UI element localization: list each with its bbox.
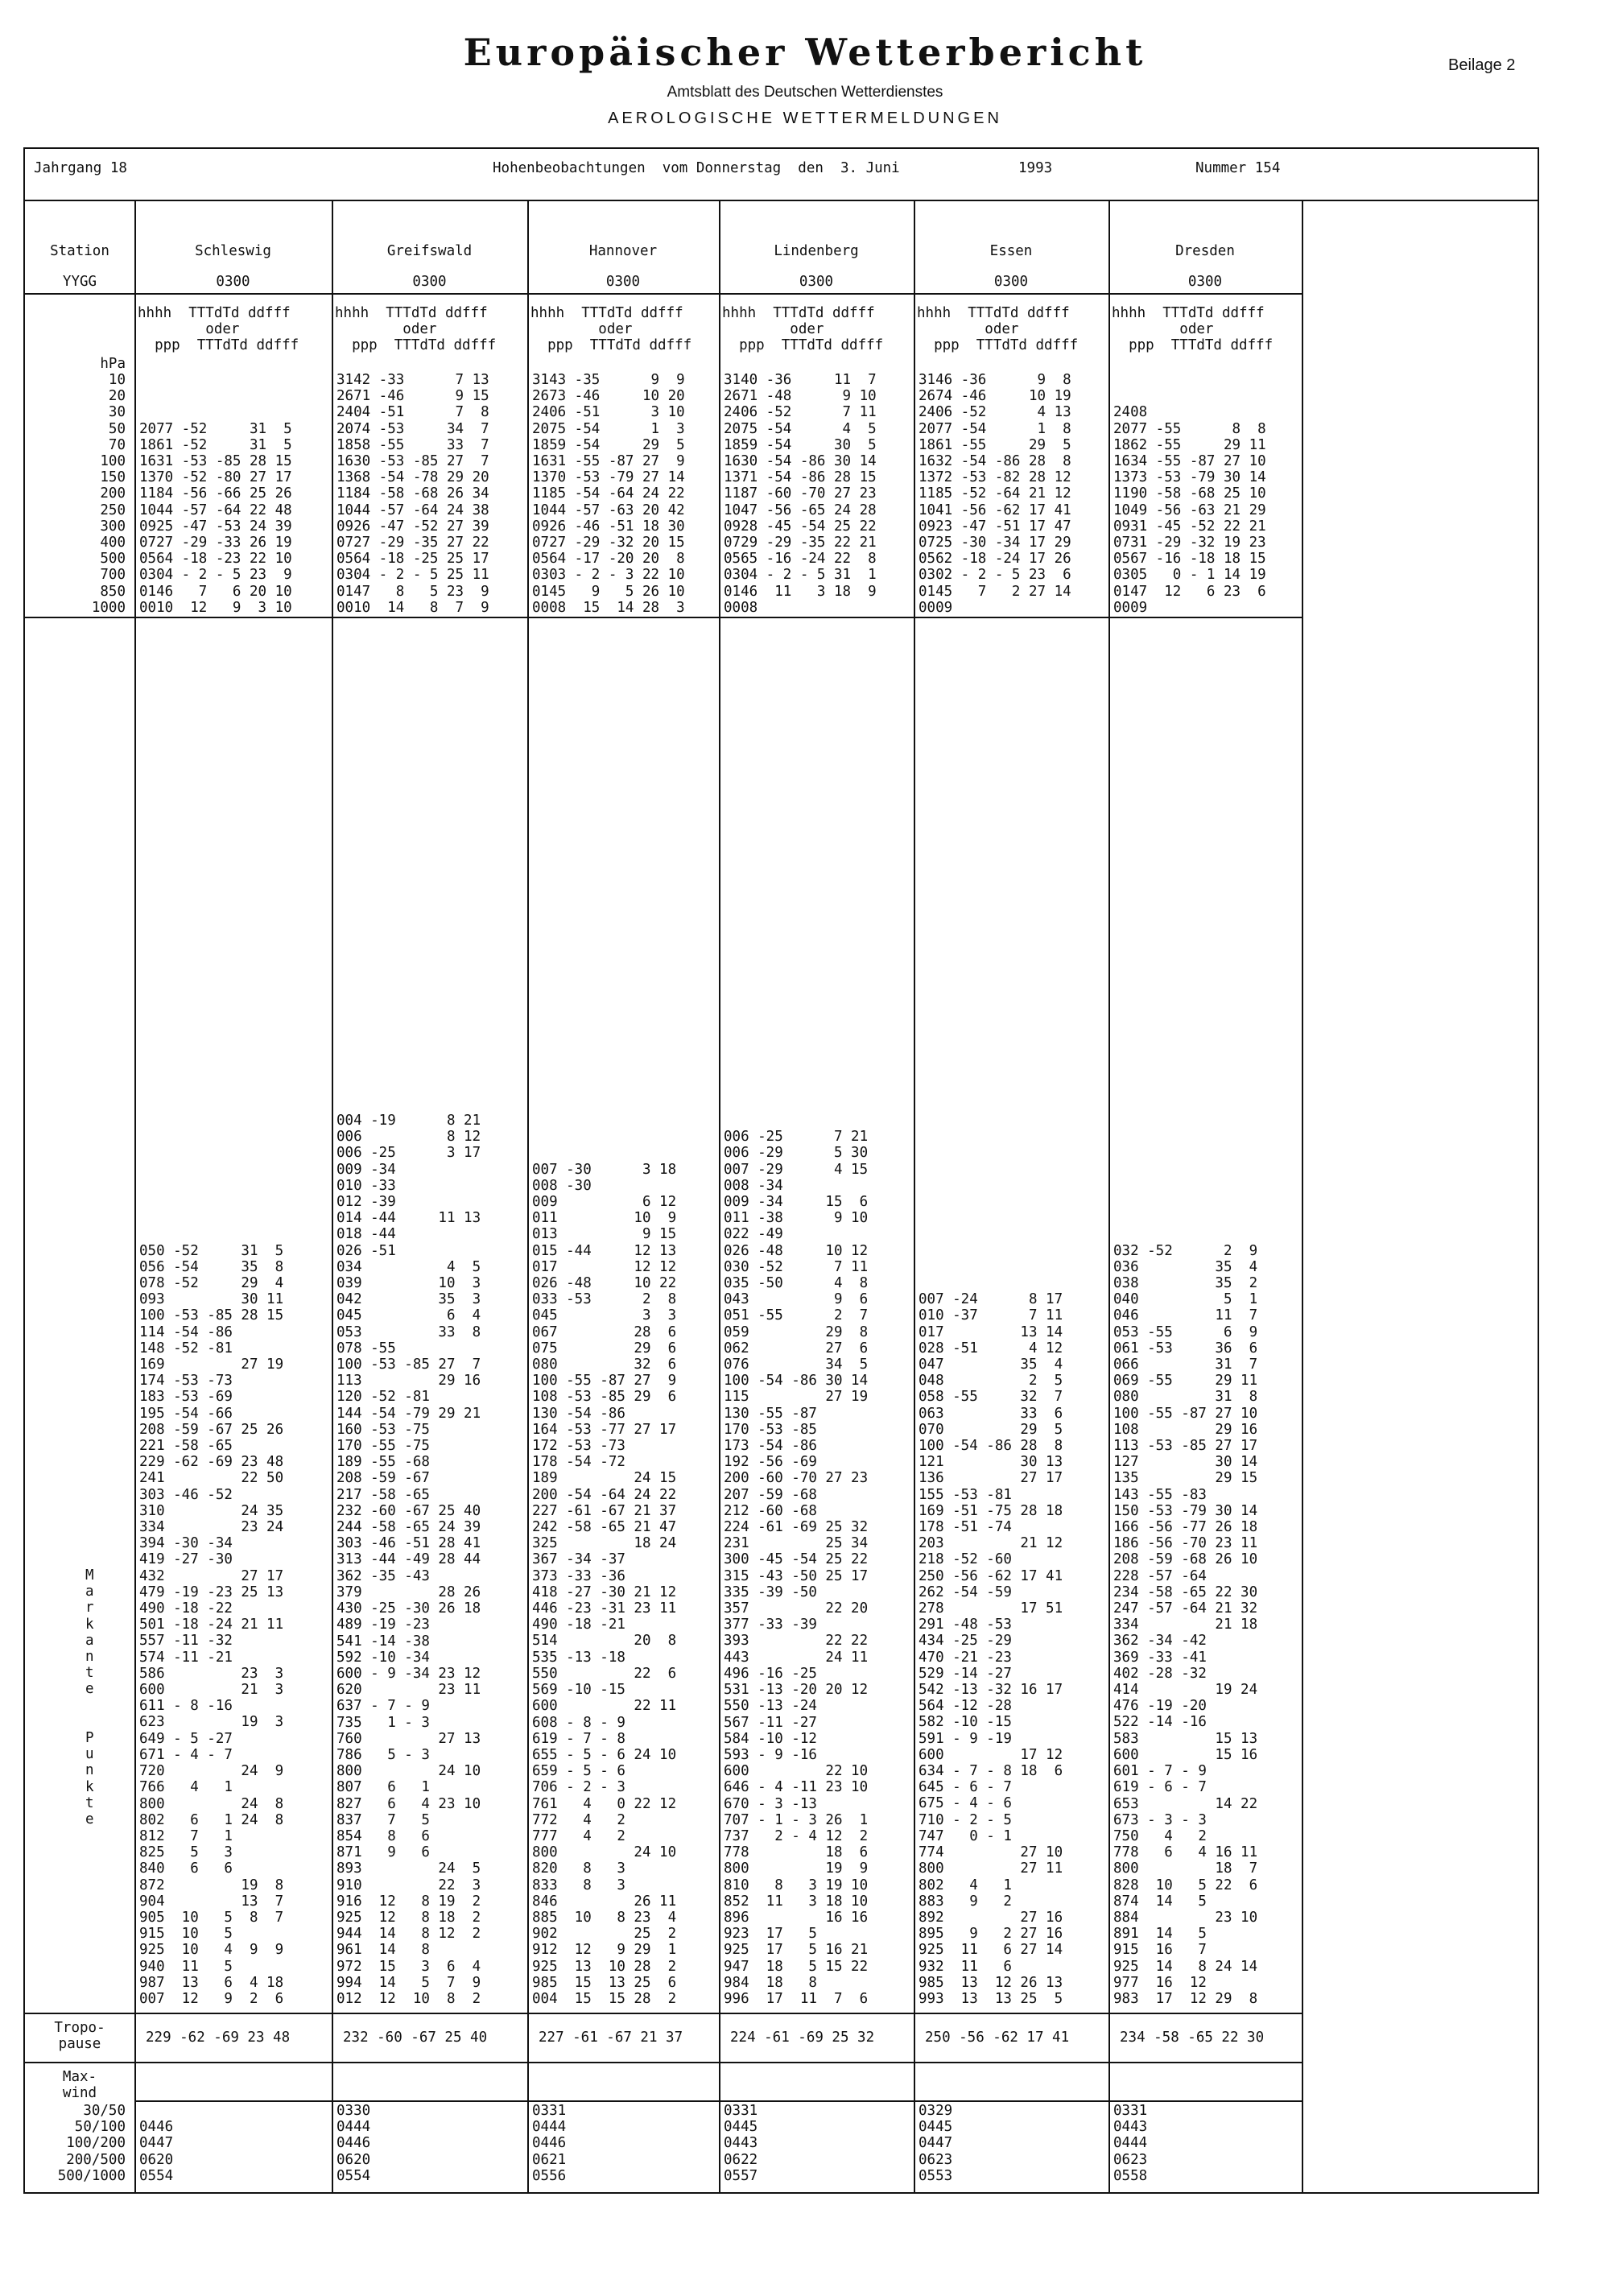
station-name: Lindenberg (774, 243, 859, 259)
col-divider-2 (332, 200, 333, 2193)
standard-level-data: 3146 -36 9 8 2674 -46 10 19 2406 -52 4 13 2077 -54 1 8 1861 -55 29 5 1632 -54 -86 28 8 1372 -53 -82 28 12 1185 -52 -64 21 12 1041 -56 -62 17 41 0923 -47 -51 17 47 0725 -30 -34 17 29 0562 -18 -24 17 26 0302 - 2 - 5 23 6 0145 7 2 27 14 0009 (919, 372, 1071, 616)
significant-points-data: 032 -52 2 9 036 35 4 038 35 2 040 5 1 046 11 7 053 -55 6 9 061 -53 36 6 066 31 7 069 -55 29 11 080 31 8 100 -55 -87 27 10 108 29 16 113 -53 -85 27 17 127 30 14 135 29 15 143 -55 -83 150 -53 -79 30 14 166 -56 -77 26 18 186 -56 -70 23 11 208 -59 -68 26 10 228 -57 -64 234 -58 -65 22 30 247 -57 -64 21 32 334 21 18 362 -34 -42 369 -33 -41 402 -28 -32 414 19 24 476 -19 -20 522 -14 -16 583 15 13 600 15 16 601 - 7 - 9 619 - 6 - 7 653 14 22 673 - 3 - 3 750 4 2 778 6 4 16 11 800 18 7 828 10 5 22 6 874 14 5 884 23 10 891 14 5 915 16 7 925 14 8 24 14 977 16 12 983 17 12 29 8 (1113, 1242, 1258, 2007)
tropopause-data: 232 -60 -67 25 40 (343, 2030, 488, 2046)
station-row-divider (23, 293, 1303, 295)
column-header-line-2: oder (530, 321, 633, 337)
column-header-line-3: ppp TTTdTd ddfff (335, 337, 497, 353)
col-divider-1 (134, 200, 136, 2193)
tropopause-divider (23, 2062, 1303, 2063)
sigpoints-divider (23, 2013, 1303, 2014)
station-time: 0300 (799, 274, 834, 290)
station-name: Essen (989, 243, 1033, 259)
beilage-label: Beilage 2 (1448, 56, 1516, 74)
station-name: Dresden (1175, 243, 1235, 259)
header-divider (23, 200, 1539, 201)
column-header-line-1: hhhh TTTdTd ddfff (530, 305, 683, 321)
jahrgang-label: Jahrgang 18 (34, 160, 127, 176)
newsletter-subtitle: Amtsblatt des Deutschen Wetterdienstes (667, 84, 943, 101)
column-header-line-3: ppp TTTdTd ddfff (1112, 337, 1274, 353)
standard-level-data: 2408 2077 -55 8 8 1862 -55 29 11 1634 -55 -87 27 10 1373 -53 -79 30 14 1190 -58 -68 25 10 1049 -56 -63 21 29 0931 -45 -52 22 21 0731 -29 -32 19 23 0567 -16 -18 18 15 0305 0 - 1 14 19 0147 12 6 23 6 0009 (1113, 404, 1266, 616)
tropopause-data: 224 -61 -69 25 32 (730, 2030, 875, 2046)
column-header-line-1: hhhh TTTdTd ddfff (138, 305, 291, 321)
standard-level-data: 3142 -33 7 13 2671 -46 9 15 2404 -51 7 8 2074 -53 34 7 1858 -55 33 7 1630 -53 -85 27 7 1368 -54 -78 29 20 1184 -58 -68 26 34 1044 -57 -64 24 38 0926 -47 -52 27 39 0727 -29 -35 27 22 0564 -18 -25 25 17 0304 - 2 - 5 25 11 0147 8 5 23 9 0010 14 8 7 9 (336, 372, 489, 616)
column-header-line-3: ppp TTTdTd ddfff (917, 337, 1079, 353)
markante-label: M a r k a n t e (85, 1567, 94, 1698)
standard-level-data: 3143 -35 9 9 2673 -46 10 20 2406 -51 3 10 2075 -54 1 3 1859 -54 29 5 1631 -55 -87 27 9 1370 -53 -79 27 14 1185 -54 -64 24 22 1044 -57 -63 20 42 0926 -46 -51 18 30 0727 -29 -32 20 15 0564 -17 -20 20 8 0303 - 2 - 3 22 10 0145 9 5 26 10 0008 15 14 28 3 (532, 372, 685, 616)
column-header-line-3: ppp TTTdTd ddfff (530, 337, 692, 353)
station-label: Station (50, 243, 109, 259)
maxwind-data: 0331 0444 0446 0621 0556 (532, 2103, 567, 2184)
column-header-line-1: hhhh TTTdTd ddfff (722, 305, 875, 321)
tropopause-data: 227 -61 -67 21 37 (539, 2030, 683, 2046)
yygg-label: YYGG (62, 274, 97, 290)
maxwind-data: 0329 0445 0447 0623 0553 (919, 2103, 953, 2184)
station-time: 0300 (1187, 274, 1223, 290)
wind-layer-labels: 30/50 50/100 100/200 200/500 500/1000 (57, 2103, 126, 2184)
year-label: 1993 (1018, 160, 1053, 176)
col-divider-4 (719, 200, 720, 2193)
section-title: AEROLOGISCHE WETTERMELDUNGEN (608, 109, 1002, 127)
standard-levels-divider (23, 617, 1303, 618)
maxwind-label: Max- wind (62, 2069, 97, 2102)
col-divider-3 (527, 200, 529, 2193)
maxwind-data: 0331 0445 0443 0622 0557 (724, 2103, 758, 2184)
col-divider-6 (1108, 200, 1110, 2193)
significant-points-data: 004 -19 8 21 006 8 12 006 -25 3 17 009 -34 010 -33 012 -39 014 -44 11 13 018 -44 026 -51 034 4 5 039 10 3 042 35 3 045 6 4 053 33 8 078 -55 100 -53 -85 27 7 113 29 16 120 -52 -81 144 -54 -79 29 21 160 -53 -75 170 -55 -75 189 -55 -68 208 -59 -67 217 -58 -65 232 -60 -67 25 40 244 -58 -65 24 39 303 -46 -51 28 41 313 -44 -49 28 44 362 -35 -43 379 28 26 430 -25 -30 26 18 489 -19 -23 541 -14 -38 592 -10 -34 600 - 9 -34 23 12 620 23 11 637 - 7 - 9 735 1 - 3 760 27 13 786 5 - 3 800 24 10 807 6 1 827 6 4 23 10 837 7 5 854 8 6 871 9 6 893 24 5 910 22 3 916 12 8 19 2 925 12 8 18 2 944 14 8 12 2 961 14 8 972 15 3 6 4 994 14 5 7 9 012 12 10 8 2 (336, 1113, 481, 2007)
col-divider-5 (914, 200, 915, 2193)
column-header-line-1: hhhh TTTdTd ddfff (917, 305, 1070, 321)
station-name: Hannover (588, 243, 658, 259)
column-header-line-3: ppp TTTdTd ddfff (722, 337, 884, 353)
significant-points-data: 007 -24 8 17 010 -37 7 11 017 13 14 028 -51 4 12 047 35 4 048 2 5 058 -55 32 7 063 33 6 070 29 5 100 -54 -86 28 8 121 30 13 136 27 17 155 -53 -81 169 -51 -75 28 18 178 -51 -74 203 21 12 218 -52 -60 250 -56 -62 17 41 262 -54 -59 278 17 51 291 -48 -53 434 -25 -29 470 -21 -23 529 -14 -27 542 -13 -32 16 17 564 -12 -28 582 -10 -15 591 - 9 -19 600 17 12 634 - 7 - 8 18 6 645 - 6 - 7 675 - 4 - 6 710 - 2 - 5 747 0 - 1 774 27 10 800 27 11 802 4 1 883 9 2 892 27 16 895 9 2 27 16 925 11 6 27 14 932 11 6 985 13 12 26 13 993 13 13 25 5 (919, 1291, 1063, 2007)
column-header-line-2: oder (917, 321, 1019, 337)
station-time: 0300 (993, 274, 1029, 290)
issue-number: Nummer 154 (1195, 160, 1281, 176)
column-header-line-1: hhhh TTTdTd ddfff (335, 305, 488, 321)
standard-level-data: 2077 -52 31 5 1861 -52 31 5 1631 -53 -85 28 15 1370 -52 -80 27 17 1184 -56 -66 25 26 1044 -57 -64 22 48 0925 -47 -53 24 39 0727 -29 -33 26 19 0564 -18 -23 22 10 0304 - 2 - 5 23 9 0146 7 6 20 10 0010 12 9 3 10 (139, 420, 292, 616)
punkte-label: P u n k t e (85, 1730, 94, 1828)
observation-date: Hohenbeobachtungen vom Donnerstag den 3. Juni (493, 160, 900, 176)
station-time: 0300 (216, 274, 250, 290)
column-header-line-1: hhhh TTTdTd ddfff (1112, 305, 1265, 321)
column-header-line-2: oder (138, 321, 240, 337)
standard-level-data: 3140 -36 11 7 2671 -48 9 10 2406 -52 7 11 2075 -54 4 5 1859 -54 30 5 1630 -54 -86 30 14 1371 -54 -86 28 15 1187 -60 -70 27 23 1047 -56 -65 24 28 0928 -45 -54 25 22 0729 -29 -35 22 21 0565 -16 -24 22 8 0304 - 2 - 5 31 1 0146 11 3 18 9 0008 (724, 372, 877, 616)
col-divider-7 (1302, 200, 1303, 2193)
tropopause-data: 234 -58 -65 22 30 (1120, 2030, 1265, 2046)
column-header-line-2: oder (335, 321, 437, 337)
station-name: Schleswig (195, 243, 271, 259)
station-time: 0300 (605, 274, 641, 290)
station-time: 0300 (412, 274, 447, 290)
hpa-label: hPa (100, 356, 126, 372)
tropopause-data: 250 -56 -62 17 41 (925, 2030, 1070, 2046)
column-header-line-2: oder (1112, 321, 1214, 337)
newsletter-title: Europäischer Wetterbericht (463, 31, 1147, 74)
significant-points-data: 006 -25 7 21 006 -29 5 30 007 -29 4 15 008 -34 009 -34 15 6 011 -38 9 10 022 -49 026 -48 10 12 030 -52 7 11 035 -50 4 8 043 9 6 051 -55 2 7 059 29 8 062 27 6 076 34 5 100 -54 -86 30 14 115 27 19 130 -55 -87 170 -53 -85 173 -54 -86 192 -56 -69 200 -60 -70 27 23 207 -59 -68 212 -60 -68 224 -61 -69 25 32 231 25 34 300 -45 -54 25 22 315 -43 -50 25 17 335 -39 -50 357 22 20 377 -33 -39 393 22 22 443 24 11 496 -16 -25 531 -13 -20 20 12 550 -13 -24 567 -11 -27 584 -10 -12 593 - 9 -16 600 22 10 646 - 4 -11 23 10 670 - 3 -13 707 - 1 - 3 26 1 737 2 - 4 12 2 778 18 6 800 19 9 810 8 3 19 10 852 11 3 18 10 896 16 16 923 17 5 925 17 5 16 21 947 18 5 15 22 984 18 8 996 17 11 7 6 (724, 1129, 869, 2007)
station-name: Greifswald (386, 243, 473, 259)
maxwind-data: 0446 0447 0620 0554 (139, 2119, 174, 2184)
tropopause-label: Tropo- pause (54, 2020, 105, 2053)
significant-points-data: 007 -30 3 18 008 -30 009 6 12 011 10 9 013 9 15 015 -44 12 13 017 12 12 026 -48 10 22 033 -53 2 8 045 3 3 067 28 6 075 29 6 080 32 6 100 -55 -87 27 9 108 -53 -85 29 6 130 -54 -86 164 -53 -77 27 17 172 -53 -73 178 -54 -72 189 24 15 200 -54 -64 24 22 227 -61 -67 21 37 242 -58 -65 21 47 325 18 24 367 -34 -37 373 -33 -36 418 -27 -30 21 12 446 -23 -31 23 11 490 -18 -21 514 20 8 535 -13 -18 550 22 6 569 -10 -15 600 22 11 608 - 8 - 9 619 - 7 - 8 655 - 5 - 6 24 10 659 - 5 - 6 706 - 2 - 3 761 4 0 22 12 772 4 2 777 4 2 800 24 10 820 8 3 833 8 3 846 26 11 885 10 8 23 4 902 25 2 912 12 9 29 1 925 13 10 28 2 985 15 13 25 6 004 15 15 28 2 (532, 1161, 677, 2007)
significant-points-data: 050 -52 31 5 056 -54 35 8 078 -52 29 4 093 30 11 100 -53 -85 28 15 114 -54 -86 148 -52 -81 169 27 19 174 -53 -73 183 -53 -69 195 -54 -66 208 -59 -67 25 26 221 -58 -65 229 -62 -69 23 48 241 22 50 303 -46 -52 310 24 35 334 23 24 394 -30 -34 419 -27 -30 432 27 17 479 -19 -23 25 13 490 -18 -22 501 -18 -24 21 11 557 -11 -32 574 -11 -21 586 23 3 600 21 3 611 - 8 -16 623 19 3 649 - 5 -27 671 - 4 - 7 720 24 9 766 4 1 800 24 8 802 6 1 24 8 812 7 1 825 5 3 840 6 6 872 19 8 904 13 7 905 10 5 8 7 915 10 5 925 10 4 9 9 940 11 5 987 13 6 4 18 007 12 9 2 6 (139, 1242, 284, 2007)
column-header-line-3: ppp TTTdTd ddfff (138, 337, 299, 353)
maxwind-data: 0330 0444 0446 0620 0554 (336, 2103, 371, 2184)
column-header-line-2: oder (722, 321, 824, 337)
maxwind-data: 0331 0443 0444 0623 0558 (1113, 2103, 1148, 2184)
pressure-levels: 10 20 30 50 70 100 150 200 250 300 400 500 700 850 1000 (91, 372, 126, 616)
tropopause-data: 229 -62 -69 23 48 (146, 2030, 291, 2046)
